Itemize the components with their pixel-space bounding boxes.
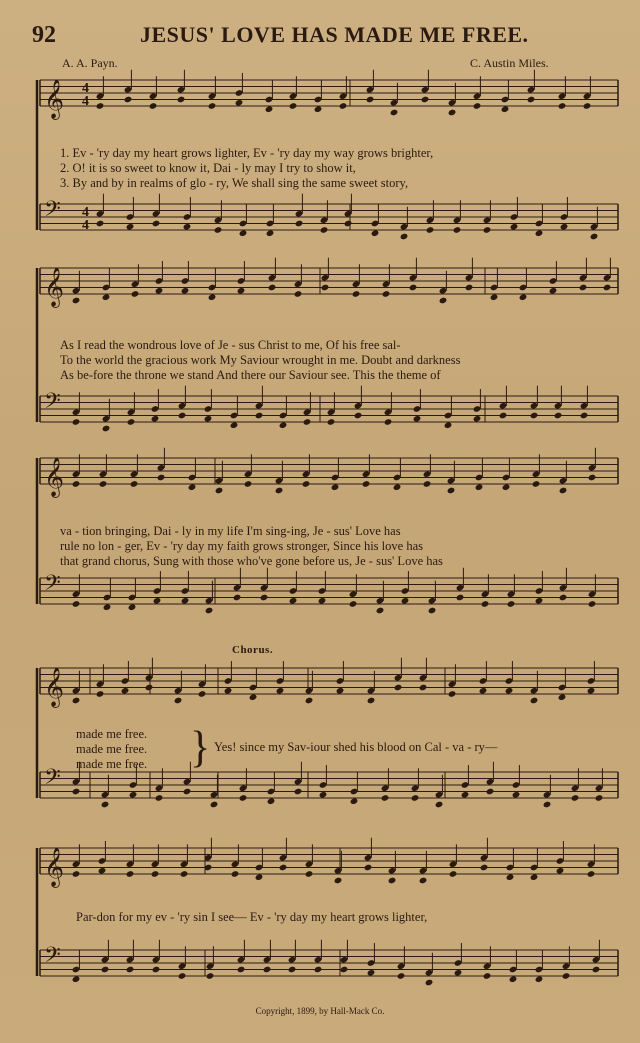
note-head — [413, 415, 422, 423]
note-head — [376, 607, 385, 615]
note-head — [237, 287, 246, 295]
note-head — [239, 794, 248, 802]
note-head — [480, 864, 489, 872]
note-head — [512, 791, 521, 799]
note-head — [447, 487, 456, 495]
note-head — [255, 412, 264, 420]
note-head — [266, 229, 275, 237]
note-head — [388, 877, 397, 885]
note-head — [149, 102, 158, 110]
note-head — [295, 220, 304, 228]
note-head — [319, 791, 328, 799]
chorus-lyric: Yes! since my Sav-iour shed his blood on Cal - va - ry— — [214, 740, 498, 754]
treble-clef-icon: 𝄞 — [44, 847, 65, 887]
note-head — [428, 607, 437, 615]
note-head — [486, 788, 495, 796]
note-head — [554, 412, 563, 420]
note-head — [275, 487, 284, 495]
note-head — [155, 794, 164, 802]
lyric-verse-3: 3. By and by in realms of glo - ry, We shall sing the same sweet story, — [60, 176, 409, 190]
note-head — [214, 226, 223, 234]
note-head — [560, 223, 569, 231]
note-head — [349, 600, 358, 608]
note-head — [364, 864, 373, 872]
ending-verse-3: made me free. — [76, 757, 148, 771]
note-head — [592, 966, 601, 974]
bass-clef-icon: 𝄢 — [44, 571, 61, 601]
note-head — [183, 788, 192, 796]
note-head — [96, 102, 105, 110]
note-head — [371, 229, 380, 237]
note-head — [178, 972, 187, 980]
chorus-label: Chorus. — [232, 644, 274, 656]
note-head — [449, 870, 458, 878]
note-head — [501, 105, 510, 113]
note-head — [121, 687, 130, 695]
note-head — [367, 697, 376, 705]
note-head — [519, 293, 528, 301]
note-head — [590, 233, 599, 241]
lyric-verse-3: that grand chorus, Sung with those who've gone before us, Je - sus' Love has — [60, 554, 443, 568]
note-head — [362, 480, 371, 488]
note-head — [177, 96, 186, 104]
note-head — [155, 287, 164, 295]
note-head — [321, 284, 330, 292]
lyric-verse-1: As I read the wondrous love of Je - sus Christ to me, Of his free sal- — [60, 338, 401, 352]
note-head — [72, 297, 81, 305]
note-head — [98, 867, 107, 875]
note-head — [96, 220, 105, 228]
lyrics-system-2 — [60, 338, 620, 383]
lyric-verse-1: 1. Ev - 'ry day my heart grows lighter, Ev - 'ry day my way grows brighter, — [60, 146, 434, 160]
lyric-verse-2: 2. O! it is so sweet to know it, Dai - ly may I try to show it, — [60, 161, 356, 175]
note-head — [249, 693, 258, 701]
note-head — [583, 102, 592, 110]
note-head — [473, 102, 482, 110]
note-head — [303, 418, 312, 426]
note-head — [152, 220, 161, 228]
note-head — [233, 594, 242, 602]
lyrics-system-1 — [60, 146, 620, 191]
note-head — [530, 697, 539, 705]
note-head — [381, 794, 390, 802]
note-head — [473, 415, 482, 423]
note-head — [210, 801, 219, 809]
note-head — [419, 877, 428, 885]
note-head — [366, 96, 375, 104]
note-head — [102, 425, 111, 433]
note-head — [339, 102, 348, 110]
note-head — [288, 966, 297, 974]
note-head — [126, 223, 135, 231]
note-head — [129, 791, 138, 799]
time-signature-top: 4 — [82, 81, 89, 96]
note-head — [390, 109, 399, 117]
note-head — [126, 870, 135, 878]
note-head — [448, 109, 457, 117]
note-head — [72, 788, 81, 796]
note-head — [456, 594, 465, 602]
note-head — [198, 690, 207, 698]
note-head — [294, 788, 303, 796]
note-head — [151, 870, 160, 878]
note-head — [318, 597, 327, 605]
note-head — [263, 966, 272, 974]
note-head — [453, 226, 462, 234]
note-head — [276, 687, 285, 695]
note-head — [481, 600, 490, 608]
note-head — [490, 293, 499, 301]
note-head — [208, 102, 217, 110]
note-head — [289, 102, 298, 110]
note-head — [340, 966, 349, 974]
note-head — [314, 966, 323, 974]
note-head — [535, 975, 544, 983]
note-head — [127, 418, 136, 426]
chorus-endings — [76, 727, 147, 772]
note-head — [180, 870, 189, 878]
note-head — [131, 290, 140, 298]
note-head — [279, 864, 288, 872]
note-head — [314, 105, 323, 113]
note-head — [289, 597, 298, 605]
note-head — [302, 480, 311, 488]
note-head — [153, 597, 162, 605]
note-head — [393, 483, 402, 491]
note-head — [588, 474, 597, 482]
note-head — [320, 226, 329, 234]
note-head — [206, 972, 215, 980]
note-head — [265, 105, 274, 113]
note-head — [483, 972, 492, 980]
note-head — [444, 421, 453, 429]
note-head — [231, 870, 240, 878]
note-head — [152, 966, 161, 974]
note-head — [126, 966, 135, 974]
note-head — [532, 480, 541, 488]
note-head — [595, 794, 604, 802]
note-head — [535, 597, 544, 605]
note-head — [527, 96, 536, 104]
note-head — [400, 233, 409, 241]
note-head — [157, 474, 166, 482]
note-head — [72, 418, 81, 426]
note-head — [124, 96, 133, 104]
note-head — [603, 284, 612, 292]
note-head — [461, 791, 470, 799]
note-head — [72, 480, 81, 488]
lyrics-system-3 — [60, 524, 620, 569]
note-head — [562, 972, 571, 980]
note-head — [439, 297, 448, 305]
note-head — [397, 972, 406, 980]
note-head — [336, 687, 345, 695]
note-head — [571, 794, 580, 802]
note-head — [334, 877, 343, 885]
note-head — [174, 697, 183, 705]
note-head — [235, 99, 244, 107]
treble-clef-icon: 𝄞 — [44, 457, 65, 497]
note-head — [549, 287, 558, 295]
final-lyric: Par-don for my ev - 'ry sin I see— Ev - 'ry day my heart grows lighter, — [76, 910, 428, 924]
note-head — [483, 226, 492, 234]
ending-verse-2: made me free. — [76, 742, 148, 756]
note-head — [239, 229, 248, 237]
page-number: 92 — [32, 22, 56, 48]
note-head — [128, 603, 137, 611]
note-head — [530, 873, 539, 881]
note-head — [130, 480, 139, 488]
note-head — [181, 597, 190, 605]
note-head — [448, 690, 457, 698]
lyric-verse-1: va - tion bringing, Dai - ly in my life I'm sing-ing, Je - sus' Love has — [60, 524, 401, 538]
note-head — [507, 600, 516, 608]
note-head — [350, 797, 359, 805]
note-head — [72, 697, 81, 705]
note-head — [384, 418, 393, 426]
note-head — [101, 801, 110, 809]
note-head — [103, 603, 112, 611]
note-head — [509, 975, 518, 983]
note-head — [305, 697, 314, 705]
note-head — [530, 412, 539, 420]
note-head — [505, 687, 514, 695]
note-head — [454, 969, 463, 977]
note-head — [558, 102, 567, 110]
lyric-verse-2: To the world the gracious work My Saviour wrought in me. Doubt and darkness — [60, 353, 461, 367]
note-head — [506, 873, 515, 881]
lyric-verse-3: As be-fore the throne we stand And there our Saviour see. This the theme of — [60, 368, 441, 382]
note-head — [588, 600, 597, 608]
note-head — [101, 966, 110, 974]
note-head — [465, 284, 474, 292]
composer-credit: C. Austin Miles. — [470, 56, 549, 70]
note-head — [344, 220, 353, 228]
note-head — [96, 690, 105, 698]
bass-clef-icon: 𝄢 — [44, 765, 61, 795]
lyricist-credit: A. A. Payn. — [62, 56, 118, 70]
note-head — [423, 480, 432, 488]
note-head — [510, 223, 519, 231]
note-head — [181, 287, 190, 295]
treble-clef-icon: 𝄞 — [44, 667, 65, 707]
note-head — [72, 975, 81, 983]
treble-clef-icon: 𝄞 — [44, 79, 65, 119]
note-head — [559, 487, 568, 495]
note-head — [409, 284, 418, 292]
note-head — [260, 594, 269, 602]
note-head — [535, 229, 544, 237]
note-head — [419, 684, 428, 692]
bass-clef-icon: 𝄢 — [44, 389, 61, 419]
note-head — [215, 487, 224, 495]
note-head — [411, 794, 420, 802]
note-head — [559, 594, 568, 602]
note-head — [587, 870, 596, 878]
verse-brace: } — [190, 723, 211, 773]
note-head — [327, 418, 336, 426]
note-head — [99, 480, 108, 488]
note-head — [208, 293, 217, 301]
note-head — [367, 969, 376, 977]
note-head — [224, 687, 233, 695]
time-signature-top: 4 — [82, 205, 89, 220]
note-head — [475, 483, 484, 491]
note-head — [267, 797, 276, 805]
note-head — [331, 483, 340, 491]
time-signature-bottom: 4 — [82, 218, 89, 233]
lyric-verse-2: rule no lon - ger, Ev - 'ry day my faith grows stronger, Since his love has — [60, 539, 423, 553]
note-head — [151, 415, 160, 423]
note-head — [502, 483, 511, 491]
ending-verse-1: made me free. — [76, 727, 148, 741]
note-head — [479, 687, 488, 695]
note-head — [294, 290, 303, 298]
note-head — [401, 597, 410, 605]
note-head — [230, 421, 239, 429]
treble-clef-icon: 𝄞 — [44, 267, 65, 307]
note-head — [352, 290, 361, 298]
note-head — [543, 801, 552, 809]
note-head — [587, 687, 596, 695]
bass-clef-icon: 𝄢 — [44, 943, 61, 973]
note-head — [382, 290, 391, 298]
note-head — [205, 607, 214, 615]
note-head — [435, 801, 444, 809]
note-head — [268, 284, 277, 292]
hymn-title: JESUS' LOVE HAS MADE ME FREE. — [140, 22, 529, 47]
note-head — [579, 284, 588, 292]
note-head — [394, 684, 403, 692]
note-head — [305, 870, 314, 878]
note-head — [499, 412, 508, 420]
note-head — [354, 412, 363, 420]
note-head — [102, 293, 111, 301]
note-head — [425, 979, 434, 987]
note-head — [426, 226, 435, 234]
note-head — [145, 684, 154, 692]
copyright-notice: Copyright, 1899, by Hall-Mack Co. — [255, 1006, 385, 1016]
note-head — [580, 412, 589, 420]
note-head — [255, 873, 264, 881]
note-head — [72, 870, 81, 878]
note-head — [556, 867, 565, 875]
note-head — [279, 421, 288, 429]
note-head — [188, 483, 197, 491]
bass-clef-icon: 𝄢 — [44, 197, 61, 227]
note-head — [72, 600, 81, 608]
note-head — [183, 223, 192, 231]
note-head — [237, 966, 246, 974]
note-head — [244, 480, 253, 488]
note-head — [178, 412, 187, 420]
note-head — [204, 415, 213, 423]
note-head — [558, 693, 567, 701]
note-head — [421, 96, 430, 104]
time-signature-bottom: 4 — [82, 94, 89, 109]
